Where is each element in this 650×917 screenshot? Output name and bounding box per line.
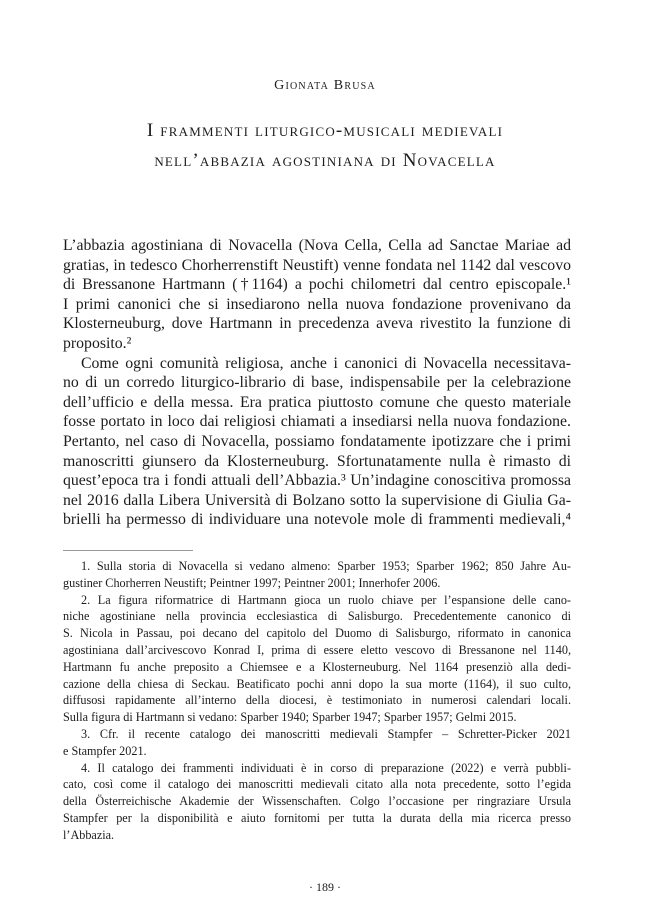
- footnote-line: diffusosi rapidamente all’interno della diocesi, è testimoniato in numerosi calendari locali.: [63, 693, 571, 708]
- body-line: gratias, in tedesco Chorherrenstift Neustift) venne fondata nel 1142 dal vescovo: [63, 256, 571, 274]
- footnote-line: 3. Cfr. il recente catalogo dei manoscritti medievali Stampfer – Schretter-Picker 2021: [81, 726, 571, 741]
- footnote-line: Hartmann fu anche preposito a Chiemsee e a Klosterneuburg. Nel 1164 presenziò alla dedi-: [63, 659, 571, 674]
- footnote-line: Stampfer per la disponibilità e aiuto fornitomi per tutta la durata della mia ricerca presso: [63, 810, 571, 825]
- body-line: brielli ha permesso di individuare una notevole mole di frammenti medievali,⁴: [63, 511, 571, 529]
- footnote-line: cazione della chiesa di Seckau. Beatificato pochi anni dopo la sua morte (1164), il suo culto,: [63, 676, 571, 691]
- body-line: dell’ufficio e della messa. Era pratica piuttosto comune che questo materiale: [63, 393, 571, 411]
- body-line: Come ogni comunità religiosa, anche i canonici di Novacella necessitava-: [81, 354, 571, 372]
- footnote-line: agostiniana dall’arcivescovo Konrad I, prima di essere eletto vescovo di Bressanone nel 1140,: [63, 642, 571, 657]
- footnote-line: Sulla figura di Hartmann si vedano: Sparber 1940; Sparber 1947; Sparber 1957; Gelmi 2015.: [63, 710, 517, 725]
- chapter-title-line-2: nell’abbazia agostiniana di Novacella: [154, 150, 496, 171]
- body-line: fosse portato in loco dai religiosi chiamati a insediarsi nella nuova fondazione.: [63, 413, 571, 431]
- footnote-line: S. Nicola in Passau, poi decano del capitolo del Duomo di Salisburgo, riformato in canonica: [63, 626, 571, 641]
- body-line: di Bressanone Hartmann (†1164) a pochi chilometri dal centro episcopale.¹: [63, 276, 571, 294]
- footnote-separator: [63, 550, 193, 551]
- body-line: Pertanto, nel caso di Novacella, possiamo fondatamente ipotizzare che i primi: [63, 432, 571, 450]
- footnote-line: niche agostiniane nella provincia ecclesiastica di Salisburgo. Precedentemente canonico di: [63, 609, 571, 624]
- body-line: Klosterneuburg, dove Hartmann in precedenza aveva rivestito la funzione di: [63, 315, 571, 333]
- chapter-title-line-1: I frammenti liturgico-musicali medievali: [146, 120, 504, 141]
- body-line: quest’epoca tra i fondi attuali dell’Abbazia.³ Un’indagine conoscitiva promossa: [63, 472, 571, 490]
- footnote-line: 1. Sulla storia di Novacella si vedano almeno: Sparber 1953; Sparber 1962; 850 Jahre Au-: [81, 559, 571, 573]
- footnote-line: della Österreichische Akademie der Wissenschaften. Colgo l’occasione per ringraziare Ursula: [63, 794, 571, 809]
- body-line: I primi canonici che si insediarono nella nuova fondazione provenivano da: [63, 295, 571, 313]
- footnote-line: 4. Il catalogo dei frammenti individuati è in corso di preparazione (2022) e verrà pubbli-: [81, 760, 571, 775]
- body-line: manoscritti giunsero da Klosterneuburg. Sfortunatamente nulla è rimasto di: [63, 452, 571, 470]
- body-line: proposito.²: [63, 334, 132, 352]
- body-line: no di un corredo liturgico-librario di base, indispensabile per la celebrazione: [63, 374, 571, 392]
- page-number: · 189 ·: [309, 880, 341, 894]
- footnote-line: cato, così come il catalogo dei manoscritti medievali citato alla nota precedente, sotto l’egida: [63, 777, 571, 792]
- footnotes: [63, 558, 571, 844]
- footnote-line: e Stampfer 2021.: [63, 743, 147, 758]
- footnote-line: gustiner Chorherren Neustift; Peintner 1997; Peintner 2001; Innerhofer 2006.: [63, 575, 441, 590]
- body-line: L’abbazia agostiniana di Novacella (Nova Cella, Cella ad Sanctae Mariae ad: [63, 237, 571, 254]
- body-line: nel 2016 dalla Libera Università di Bolzano sotto la supervisione di Giulia Ga-: [63, 491, 571, 509]
- body-text: [63, 236, 571, 530]
- author-name: Gionata Brusa: [274, 78, 376, 93]
- footnote-line: l’Abbazia.: [63, 827, 115, 842]
- footnote-line: 2. La figura riformatrice di Hartmann gioca un ruolo chiave per l’espansione delle cano-: [81, 592, 571, 607]
- chapter-title: [0, 116, 650, 176]
